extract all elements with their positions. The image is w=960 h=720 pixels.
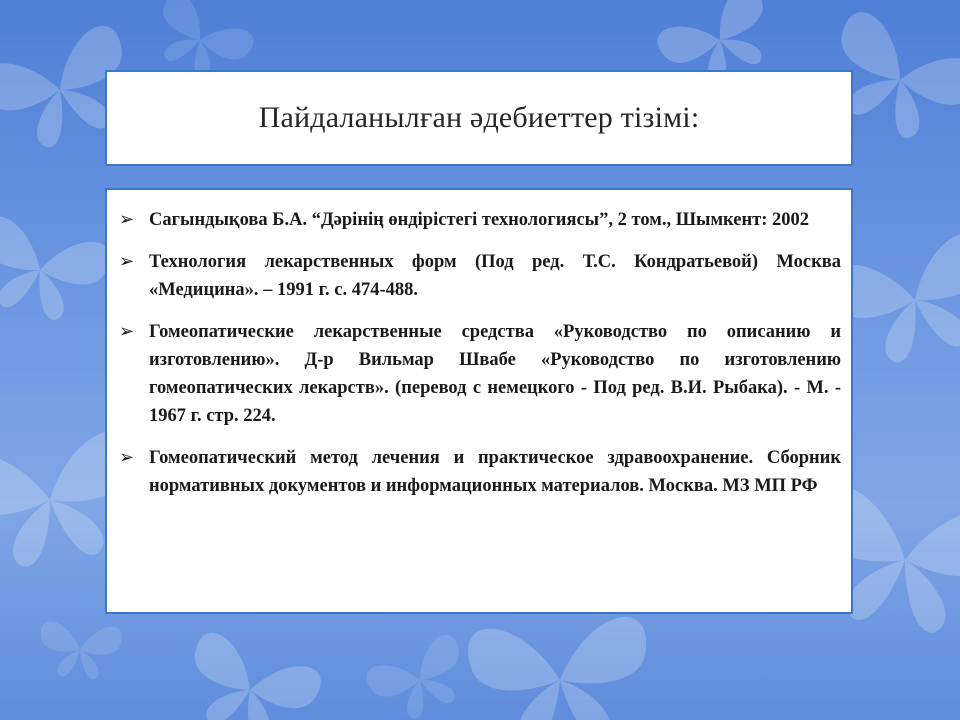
list-item xyxy=(119,444,841,500)
reference-text: Гомеопатический метод лечения и практическое здравоохранение. Сборник нормативных документов и информационных материалов. Москва. МЗ МП РФ xyxy=(149,448,841,496)
list-item xyxy=(119,318,841,430)
arrow-bullet-icon: ➢ xyxy=(119,251,135,272)
slide-title: Пайдаланылған әдебиеттер тізімі: xyxy=(258,101,700,134)
list-item xyxy=(119,206,841,234)
content-box xyxy=(105,188,853,614)
arrow-bullet-icon: ➢ xyxy=(119,209,135,230)
reference-list xyxy=(119,206,841,500)
list-item xyxy=(119,248,841,304)
reference-text: Сагындықова Б.А. “Дәрінің өндірістегі технологиясы”, 2 том., Шымкент: 2002 xyxy=(149,210,810,230)
reference-text: Технология лекарственных форм (Под ред. Т.С. Кондратьевой) Москва «Медицина». – 1991 г. с. 474-488. xyxy=(149,252,841,300)
arrow-bullet-icon: ➢ xyxy=(119,447,135,468)
reference-text: Гомеопатические лекарственные средства «Руководство по описанию и изготовлению». Д-р Вильмар Швабе «Руководство по изготовлению гомеопатических лекарств». (перевод с немецкого - Под ред. В.И. Рыбака). - М. - 1967 г. стр. 224. xyxy=(149,322,841,426)
arrow-bullet-icon: ➢ xyxy=(119,321,135,342)
title-box xyxy=(105,70,853,166)
